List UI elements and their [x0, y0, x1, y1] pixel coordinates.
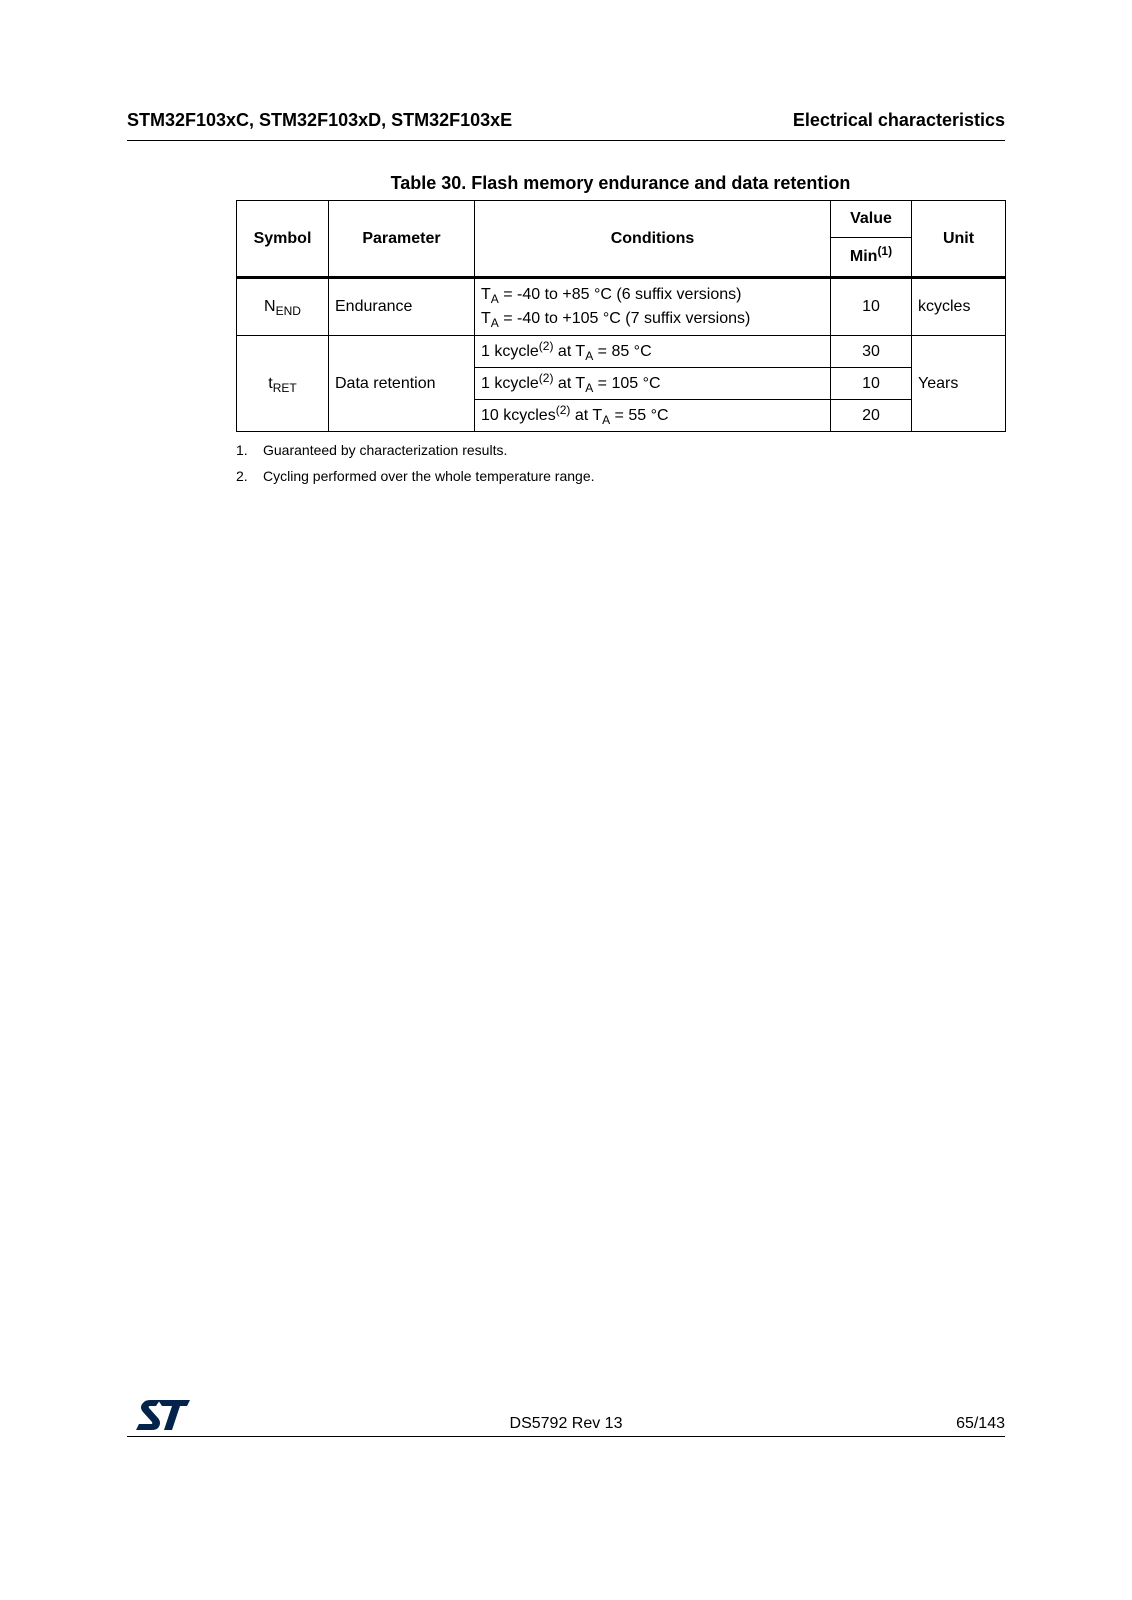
- symbol-main: t: [268, 374, 273, 392]
- cond-symbol: T: [481, 310, 491, 327]
- parameter-cell: Endurance: [329, 278, 475, 336]
- header-unit: Unit: [912, 201, 1006, 278]
- symbol-subscript: END: [275, 304, 301, 318]
- cond-text: = -40 to +105 °C (7 suffix versions): [498, 310, 751, 327]
- symbol-subscript: RET: [272, 380, 297, 395]
- footer-divider: [127, 1436, 1005, 1437]
- footnote-ref: (2): [538, 370, 554, 385]
- cond-subscript: A: [585, 380, 594, 395]
- footnote-ref: (1): [877, 244, 893, 258]
- symbol-main: N: [264, 298, 276, 315]
- conditions-cell: [475, 336, 831, 368]
- symbol-cell: [237, 278, 329, 336]
- cond-text: = 55 °C: [610, 406, 669, 424]
- table-row: [237, 336, 1006, 368]
- footnote-number: 2.: [236, 468, 248, 484]
- condition-line: [481, 283, 824, 307]
- header-min: [831, 238, 912, 278]
- cond-text: at T: [553, 374, 586, 392]
- footnote-number: 1.: [236, 442, 248, 458]
- cond-subscript: A: [602, 412, 611, 427]
- unit-cell: Years: [912, 336, 1006, 432]
- cond-text: 1 kcycle: [481, 342, 539, 360]
- cond-text: = -40 to +85 °C (6 suffix versions): [498, 286, 742, 303]
- cond-subscript: A: [490, 316, 499, 330]
- header-min-label: Min: [849, 248, 878, 265]
- min-cell: 30: [831, 336, 912, 368]
- symbol-cell: [237, 336, 329, 432]
- cond-subscript: A: [585, 348, 594, 363]
- cond-text: at T: [553, 342, 586, 360]
- unit-cell: kcycles: [912, 278, 1006, 336]
- min-cell: 20: [831, 400, 912, 432]
- footnote-ref: (2): [555, 402, 571, 417]
- cond-text: at T: [570, 406, 603, 424]
- parameter-cell: Data retention: [329, 336, 475, 432]
- cond-text: 10 kcycles: [481, 406, 556, 424]
- footnote-text: Cycling performed over the whole temperature range.: [263, 468, 595, 484]
- conditions-cell: [475, 278, 831, 336]
- cond-symbol: T: [481, 286, 491, 303]
- header-conditions: Conditions: [475, 201, 831, 278]
- page-number: 65/143: [956, 1415, 1005, 1432]
- footnote-text: Guaranteed by characterization results.: [263, 442, 508, 458]
- header-value: Value: [831, 201, 912, 238]
- footnote-ref: (2): [538, 338, 554, 353]
- cond-text: = 85 °C: [593, 342, 652, 360]
- section-title: Electrical characteristics: [792, 110, 1005, 130]
- min-cell: 10: [831, 368, 912, 400]
- table-row: [237, 278, 1006, 336]
- header-symbol: Symbol: [237, 201, 329, 278]
- page-header: [127, 108, 1005, 141]
- document-id: DS5792 Rev 13: [509, 1415, 623, 1432]
- cond-subscript: A: [490, 292, 499, 306]
- header-parameter: Parameter: [329, 201, 475, 278]
- table-title: Table 30. Flash memory endurance and data retention: [390, 173, 851, 193]
- cond-text: 1 kcycle: [481, 374, 539, 392]
- flash-endurance-table: [236, 200, 1006, 432]
- conditions-cell: [475, 400, 831, 432]
- conditions-cell: [475, 368, 831, 400]
- cond-text: = 105 °C: [593, 374, 661, 392]
- condition-line: [481, 307, 824, 331]
- document-title: STM32F103xC, STM32F103xD, STM32F103xE: [127, 110, 513, 130]
- min-cell: 10: [831, 278, 912, 336]
